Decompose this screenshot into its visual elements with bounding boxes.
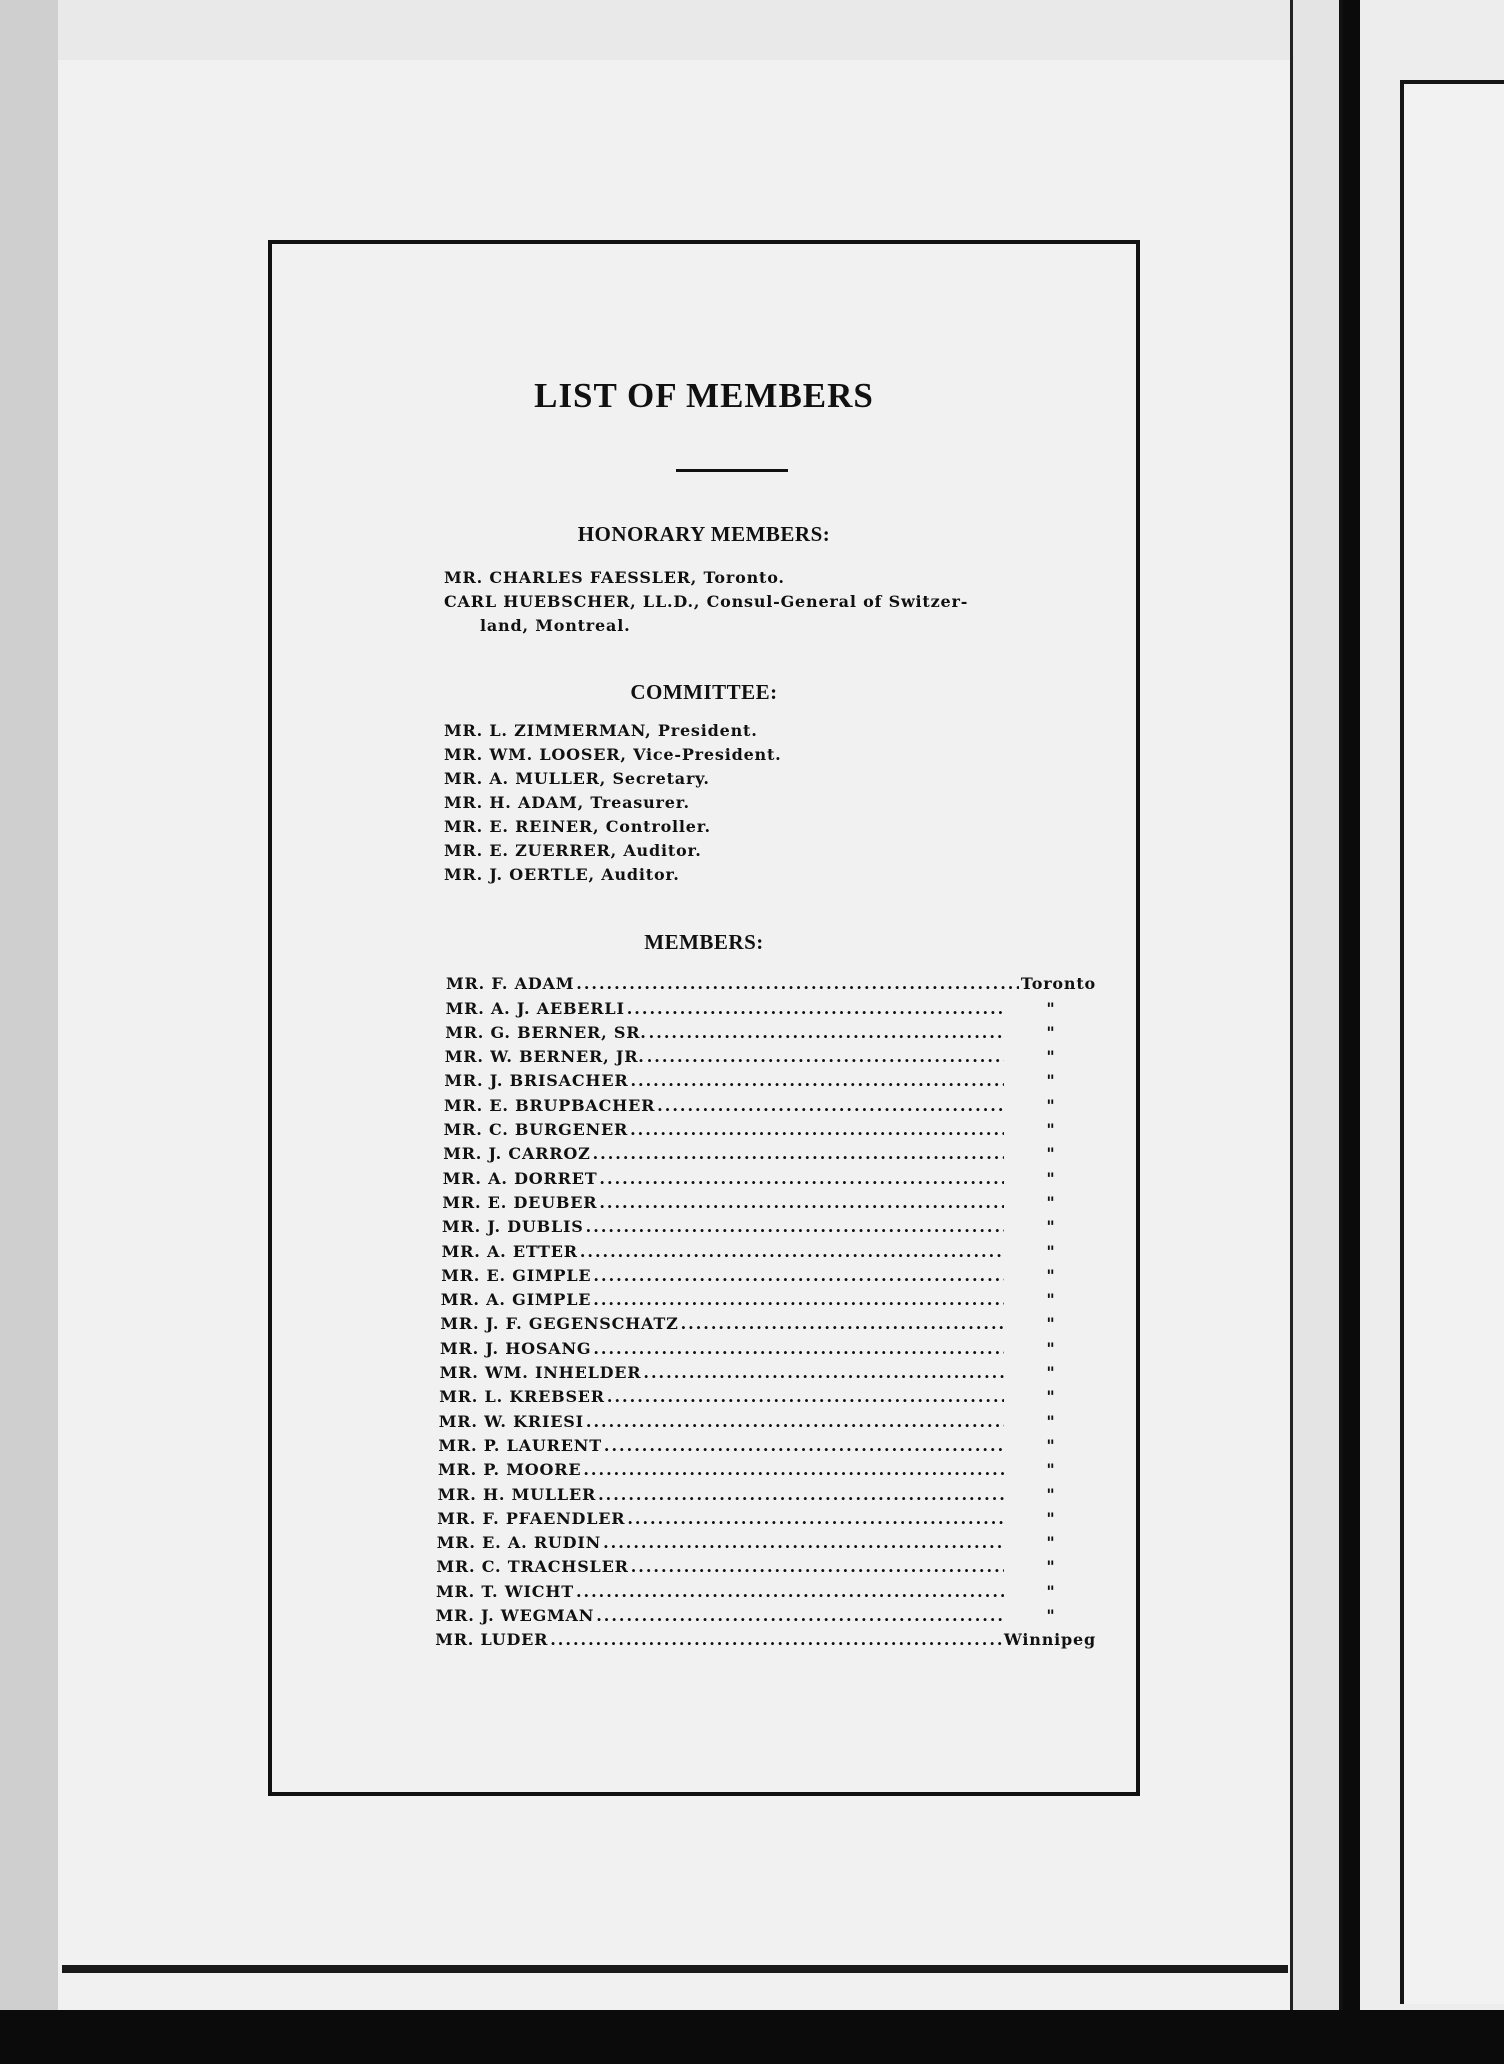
members-heading: MEMBERS:	[644, 930, 764, 954]
dot-leader	[599, 1193, 1004, 1212]
title-divider	[676, 469, 788, 472]
scan-border	[0, 2010, 1504, 2064]
member-name: MR. P. LAURENT	[438, 1435, 602, 1455]
member-city: "	[1046, 1265, 1056, 1285]
dot-leader	[576, 974, 1019, 993]
next-page-frame	[1400, 80, 1504, 2004]
member-row	[434, 1601, 1096, 1625]
dot-leader	[631, 1557, 1004, 1576]
honorary-list	[444, 566, 1084, 638]
member-city: "	[1046, 1022, 1056, 1042]
committee-line: MR. L. ZIMMERMAN, President.	[444, 721, 758, 740]
member-city: "	[1046, 1387, 1056, 1407]
member-city: "	[1046, 1241, 1056, 1261]
honorary-line: MR. CHARLES FAESSLER, Toronto.	[444, 568, 785, 587]
member-row	[434, 1212, 1096, 1236]
sheet-bottom-edge	[62, 1965, 1288, 1973]
member-city: "	[1046, 1314, 1056, 1334]
member-name: MR. W. KRIESI	[438, 1411, 584, 1431]
member-row	[434, 1333, 1096, 1357]
member-row	[434, 1139, 1096, 1163]
member-row	[434, 1382, 1096, 1406]
dot-leader	[583, 1460, 1004, 1479]
member-row	[434, 1042, 1096, 1066]
member-city: Winnipeg	[1003, 1630, 1096, 1650]
member-row	[434, 969, 1096, 993]
member-name: MR. H. MULLER	[437, 1484, 597, 1504]
member-name: MR. J. WEGMAN	[435, 1606, 595, 1626]
member-row	[434, 1431, 1096, 1455]
member-name: MR. A. DORRET	[442, 1168, 598, 1188]
honorary-heading: HONORARY MEMBERS:	[577, 522, 831, 546]
member-row	[434, 1066, 1096, 1090]
dot-leader	[599, 1169, 1004, 1188]
committee-line: MR. H. ADAM, Treasurer.	[444, 793, 690, 812]
member-name: MR. E. DEUBER	[442, 1192, 598, 1212]
member-city: "	[1046, 1411, 1056, 1431]
member-city: "	[1046, 1435, 1056, 1455]
member-row	[434, 1576, 1096, 1600]
member-row	[434, 1479, 1096, 1503]
dot-leader	[596, 1606, 1004, 1625]
member-city: "	[1046, 1120, 1056, 1140]
dot-leader	[657, 1096, 1004, 1115]
committee-line: MR. WM. LOOSER, Vice-President.	[444, 745, 782, 764]
sheet-fold	[1290, 0, 1343, 2064]
dot-leader	[627, 1509, 1004, 1528]
member-city: "	[1046, 1144, 1056, 1164]
dot-leader	[586, 1412, 1004, 1431]
member-row	[434, 1115, 1096, 1139]
member-city: Toronto	[1020, 974, 1096, 994]
member-city: "	[1046, 1460, 1056, 1480]
member-row	[434, 1625, 1096, 1649]
member-city: "	[1046, 1168, 1056, 1188]
committee-line: MR. E. ZUERRER, Auditor.	[444, 841, 702, 860]
member-name: MR. L. KREBSER	[439, 1387, 605, 1407]
member-name: MR. J. F. GEGENSCHATZ	[440, 1314, 679, 1334]
page-title: LIST OF MEMBERS	[534, 376, 874, 415]
member-row	[434, 1261, 1096, 1285]
member-name: MR. J. CARROZ	[443, 1144, 591, 1164]
binding-strip	[0, 0, 62, 2064]
member-city: "	[1046, 1217, 1056, 1237]
member-name: MR. J. HOSANG	[440, 1338, 592, 1358]
member-row	[434, 1455, 1096, 1479]
member-city: "	[1046, 1047, 1056, 1067]
committee-line: MR. A. MULLER, Secretary.	[444, 769, 710, 788]
member-row	[434, 1018, 1096, 1042]
member-city: "	[1046, 1095, 1056, 1115]
member-row	[434, 1358, 1096, 1382]
member-name: MR. F. PFAENDLER	[437, 1508, 626, 1528]
member-name: MR. P. MOORE	[438, 1460, 582, 1480]
member-row	[434, 1236, 1096, 1260]
member-name: MR. T. WICHT	[436, 1581, 574, 1601]
dot-leader	[647, 1047, 1004, 1066]
dot-leader	[593, 1339, 1004, 1358]
member-city: "	[1046, 1071, 1056, 1091]
member-name: MR. W. BERNER, JR.	[444, 1047, 645, 1067]
honorary-line: CARL HUEBSCHER, LL.D., Consul-General of Switzer-	[444, 592, 969, 611]
dot-leader	[603, 1533, 1004, 1552]
member-name: MR. J. BRISACHER	[444, 1071, 629, 1091]
member-row	[434, 1406, 1096, 1430]
dot-leader	[576, 1582, 1004, 1601]
document-frame	[268, 240, 1140, 1796]
member-row	[434, 1309, 1096, 1333]
dot-leader	[630, 1120, 1004, 1139]
member-name: MR. C. TRACHSLER	[436, 1557, 629, 1577]
member-name: MR. LUDER	[435, 1630, 549, 1650]
member-city: "	[1046, 1484, 1056, 1504]
dot-leader	[643, 1363, 1004, 1382]
member-name: MR. WM. INHELDER	[439, 1363, 642, 1383]
member-name: MR. E. GIMPLE	[441, 1265, 592, 1285]
committee-line: MR. J. OERTLE, Auditor.	[444, 865, 680, 884]
dot-leader	[604, 1436, 1004, 1455]
member-name: MR. G. BERNER, SR.	[445, 1022, 647, 1042]
dot-leader	[598, 1485, 1004, 1504]
member-name: MR. J. DUBLIS	[442, 1217, 584, 1237]
members-list	[434, 969, 1096, 1649]
committee-list	[444, 719, 782, 887]
member-city: "	[1046, 1363, 1056, 1383]
honorary-line: land, Montreal.	[480, 616, 631, 635]
dot-leader	[649, 1023, 1004, 1042]
member-row	[434, 1285, 1096, 1309]
member-name: MR. A. ETTER	[441, 1241, 578, 1261]
member-city: "	[1046, 1338, 1056, 1358]
dot-leader	[630, 1071, 1004, 1090]
member-row	[434, 993, 1096, 1017]
member-row	[434, 1188, 1096, 1212]
member-row	[434, 1528, 1096, 1552]
member-row	[434, 1163, 1096, 1187]
member-city: "	[1046, 1508, 1056, 1528]
dot-leader	[580, 1242, 1004, 1261]
member-name: MR. C. BURGENER	[443, 1120, 629, 1140]
member-city: "	[1046, 1533, 1056, 1553]
dot-leader	[627, 999, 1004, 1018]
member-name: MR. A. J. AEBERLI	[445, 998, 625, 1018]
member-city: "	[1046, 1557, 1056, 1577]
member-name: MR. F. ADAM	[446, 974, 575, 994]
member-name: MR. E. BRUPBACHER	[444, 1095, 656, 1115]
dot-leader	[593, 1144, 1004, 1163]
member-city: "	[1046, 1192, 1056, 1212]
committee-line: MR. E. REINER, Controller.	[444, 817, 711, 836]
member-city: "	[1046, 1581, 1056, 1601]
dot-leader	[607, 1387, 1004, 1406]
dot-leader	[593, 1266, 1004, 1285]
member-city: "	[1046, 998, 1056, 1018]
member-city: "	[1046, 1290, 1056, 1310]
member-row	[434, 1552, 1096, 1576]
dot-leader	[593, 1290, 1004, 1309]
member-row	[434, 1090, 1096, 1114]
dot-leader	[586, 1217, 1004, 1236]
dot-leader	[550, 1630, 1002, 1649]
member-name: MR. E. A. RUDIN	[436, 1533, 602, 1553]
committee-heading: COMMITTEE:	[630, 680, 778, 704]
member-row	[434, 1504, 1096, 1528]
member-name: MR. A. GIMPLE	[440, 1290, 592, 1310]
dot-leader	[681, 1314, 1004, 1333]
member-city: "	[1046, 1606, 1056, 1626]
